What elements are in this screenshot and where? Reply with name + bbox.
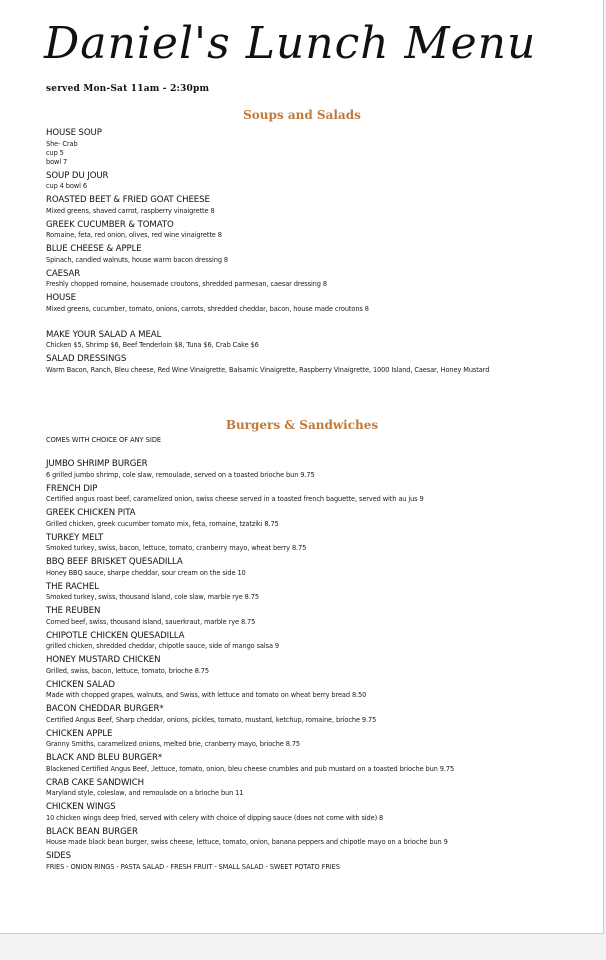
item-description: Granny Smiths, caramelized onions, melted brie, cranberry mayo, brioche 8.75 <box>46 740 301 748</box>
item-name: CHICKEN SALAD <box>46 679 115 690</box>
item-name: FRENCH DIP <box>46 483 98 494</box>
item-name: THE RACHEL <box>46 581 99 592</box>
item-description: Blackened Certified Angus Beef, ,lettuce, tomato, onion, bleu cheese crumbles and pub mustard on a toasted brioche bun 9.75 <box>46 764 455 773</box>
item-name: GREEK CHICKEN PITA <box>46 508 136 518</box>
menu-item <box>46 557 598 578</box>
item-description: grilled chicken, shredded cheddar, chipotle sauce, side of mango salsa 9 <box>46 642 279 650</box>
menu-item <box>46 753 598 774</box>
menu-item <box>46 778 598 799</box>
menu-item <box>46 459 598 480</box>
item-description: Mixed greens, shaved carrot, raspberry vinaigrette 8 <box>46 206 215 215</box>
menu-item-sides <box>46 851 598 872</box>
menu-item <box>46 704 598 725</box>
menu-item <box>46 802 598 823</box>
item-description: Smoked turkey, swiss, bacon, lettuce, tomato, cranberry mayo, wheat berry 8.75 <box>46 544 307 552</box>
menu-item <box>46 582 598 603</box>
item-line: bowl 7 <box>46 157 68 166</box>
item-name: SALAD DRESSINGS <box>46 354 127 364</box>
item-description: Smoked turkey, swiss, thousand island, cole slaw, marble rye 8.75 <box>46 593 259 601</box>
menu-item-roasted-beet <box>46 195 598 216</box>
item-name: HONEY MUSTARD CHICKEN <box>46 655 161 665</box>
item-description: Freshly chopped romaine, housemade croutons, shredded parmesan, caesar dressing 8 <box>46 280 327 288</box>
section-heading-soups <box>0 108 604 122</box>
menu-title: Daniel's Lunch Menu <box>44 18 537 69</box>
menu-item <box>46 484 598 505</box>
spacer <box>46 318 598 330</box>
menu-item <box>46 655 598 676</box>
item-description: Certified angus roast beef, caramelized onion, swiss cheese served in a toasted french baguette, served with au jus 9 <box>46 495 424 503</box>
item-name: BACON CHEDDAR BURGER* <box>46 704 164 714</box>
burgers-and-sandwiches-list <box>46 436 598 876</box>
item-name: GREEK CUCUMBER & TOMATO <box>46 219 174 230</box>
item-name: JUMBO SHRIMP BURGER <box>46 459 148 469</box>
menu-item-salad-meal <box>46 330 598 351</box>
menu-item <box>46 680 598 701</box>
menu-item <box>46 827 598 848</box>
item-line: cup 5 <box>46 148 64 157</box>
item-name: BLACK AND BLEU BURGER* <box>46 753 163 763</box>
item-description: Warm Bacon, Ranch, Bleu cheese, Red Wine Vinaigrette, Balsamic Vinaigrette, Raspberry Vinaigrette, 1000 Island, Caesar, Honey Mustard <box>46 365 490 374</box>
menu-item-soup-du-jour <box>46 171 598 192</box>
soups-and-salads-list <box>46 128 598 379</box>
menu-item-blue-cheese-apple <box>46 244 598 265</box>
item-name: HOUSE SOUP <box>46 128 102 138</box>
item-name: CHIPOTLE CHICKEN QUESADILLA <box>46 630 185 641</box>
item-name: HOUSE <box>46 293 76 303</box>
item-name: BLACK BEAN BURGER <box>46 826 138 837</box>
menu-item-greek-cucumber <box>46 220 598 241</box>
item-description: Spinach, candied walnuts, house warm bacon dressing 8 <box>46 255 229 264</box>
item-name: CRAB CAKE SANDWICH <box>46 777 145 788</box>
item-description: Grilled chicken, greek cucumber tomato mix, feta, romaine, tzatziki 8.75 <box>46 519 279 528</box>
item-description: Made with chopped grapes, walnuts, and Swiss, with lettuce and tomato on wheat berry bread 8.50 <box>46 691 367 699</box>
item-name: THE REUBEN <box>46 606 101 616</box>
item-description: 10 chicken wings deep fried, served with celery with choice of dipping sauce (does not come with side) 8 <box>46 813 384 822</box>
side-note: COMES WITH CHOICE OF ANY SIDE <box>46 436 162 444</box>
menu-item-salad-dressings <box>46 354 598 375</box>
item-description: Grilled, swiss, bacon, lettuce, tomato, brioche 8.75 <box>46 666 209 675</box>
item-description: Maryland style, coleslaw, and remoulade on a brioche bun 11 <box>46 789 244 797</box>
section-heading-soups-text: Soups and Salads <box>243 108 361 122</box>
item-description: Corned beef, swiss, thousand island, sauerkraut, marble rye 8.75 <box>46 617 256 626</box>
menu-item <box>46 533 598 554</box>
item-description: Mixed greens, cucumber, tomato, onions, carrots, shredded cheddar, bacon, house made croutons 8 <box>46 304 369 313</box>
item-name: SIDES <box>46 851 71 861</box>
menu-item <box>46 508 598 529</box>
item-name: TURKEY MELT <box>46 532 104 543</box>
menu-item-house-soup <box>46 128 598 167</box>
item-name: SOUP DU JOUR <box>46 170 109 181</box>
item-description: Certified Angus Beef, Sharp cheddar, onions, pickles, tomato, mustard, ketchup, romaine, brioche 9.75 <box>46 715 377 724</box>
item-description: FRIES - ONION RINGS - PASTA SALAD - FRESH FRUIT - SMALL SALAD - SWEET POTATO FRIES <box>46 862 340 871</box>
menu-item <box>46 631 598 652</box>
menu-item <box>46 729 598 750</box>
item-description: Romaine, feta, red onion, olives, red wine vinaigrette 8 <box>46 231 222 239</box>
item-description: House made black bean burger, swiss cheese, lettuce, tomato, onion, banana peppers and chipotle mayo on a brioche bun 9 <box>46 838 448 846</box>
item-name: CHICKEN WINGS <box>46 802 116 812</box>
item-description: cup 4 bowl 6 <box>46 182 87 190</box>
item-name: MAKE YOUR SALAD A MEAL <box>46 329 162 340</box>
item-description: 6 grilled jumbo shrimp, cole slaw, remoulade, served on a toasted brioche bun 9.75 <box>46 470 315 479</box>
item-name: ROASTED BEET & FRIED GOAT CHEESE <box>46 195 210 205</box>
item-name: CHICKEN APPLE <box>46 728 113 739</box>
serving-hours: served Mon-Sat 11am - 2:30pm <box>46 84 210 94</box>
item-name: BBQ BEEF BRISKET QUESADILLA <box>46 557 183 567</box>
menu-item <box>46 606 598 627</box>
item-name: BLUE CHEESE & APPLE <box>46 244 142 254</box>
item-name: CAESAR <box>46 268 81 279</box>
menu-item-house-salad <box>46 293 598 314</box>
item-description: Honey BBQ sauce, sharpe cheddar, sour cream on the side 10 <box>46 568 246 577</box>
menu-item-caesar <box>46 269 598 290</box>
section-heading-burgers: Burgers & Sandwiches <box>225 418 379 432</box>
item-line: She- Crab <box>46 139 78 148</box>
item-description: Chicken $5, Shrimp $6, Beef Tenderloin $8, Tuna $6, Crab Cake $6 <box>46 341 259 349</box>
